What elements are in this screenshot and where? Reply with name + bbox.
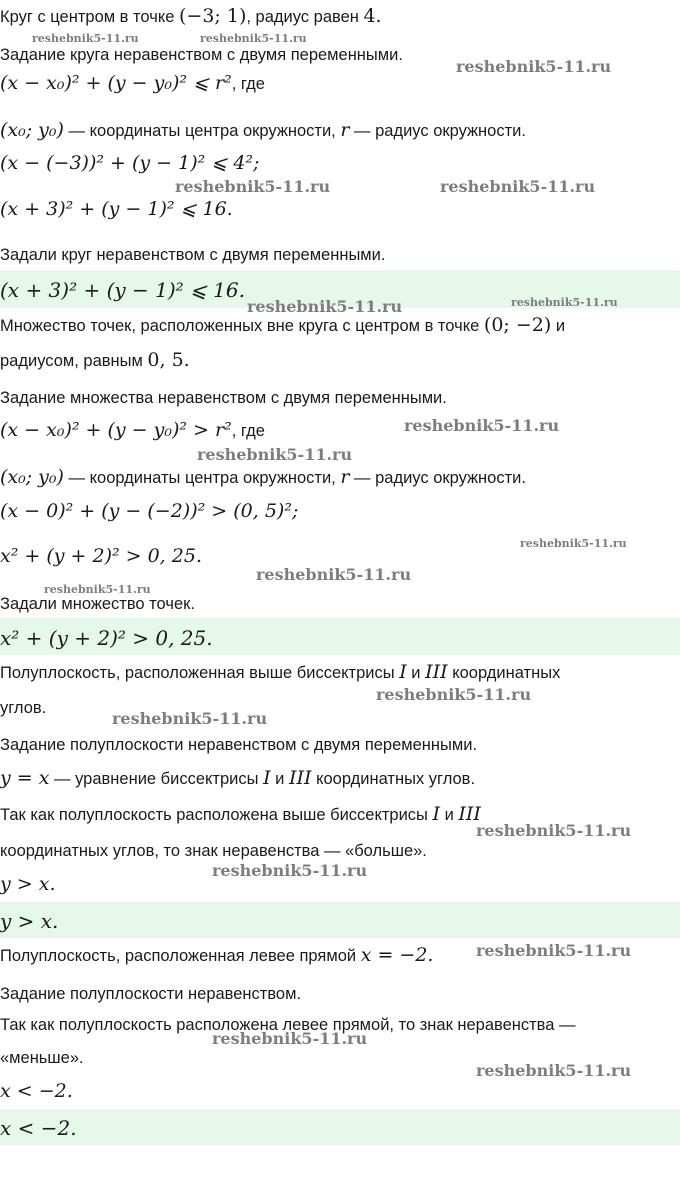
s4-reason-b: «меньше».	[0, 1049, 84, 1067]
watermark: reshebnik5-11.ru	[476, 1061, 632, 1080]
s1-method: Задание круга неравенством с двумя переменными.	[0, 46, 403, 64]
watermark: reshebnik5-11.ru	[32, 32, 139, 45]
watermark: reshebnik5-11.ru	[376, 685, 532, 704]
s1-radius-value: 4.	[363, 5, 382, 27]
s2-general-formula: (x − x₀)² + (y − y₀)² > r²	[0, 419, 232, 441]
s2-formula-line: (x − x₀)² + (y − y₀)² > r², где	[0, 419, 265, 441]
s4-intro: Полуплоскость, расположенная левее прямой x = −2.	[0, 944, 434, 966]
s1-formula-line: (x − x₀)² + (y − y₀)² ⩽ r², где	[0, 72, 265, 94]
watermark: reshebnik5-11.ru	[175, 177, 331, 196]
s2-answer-box	[0, 618, 680, 655]
s1-answer: (x + 3)² + (y − 1)² ⩽ 16.	[0, 278, 245, 302]
watermark: reshebnik5-11.ru	[476, 821, 632, 840]
watermark: reshebnik5-11.ru	[247, 297, 403, 316]
watermark: reshebnik5-11.ru	[44, 583, 151, 596]
watermark: reshebnik5-11.ru	[200, 32, 307, 45]
s1-coords-line: (x₀; y₀) — координаты центра окружности, r — радиус окружности.	[0, 119, 526, 141]
s2-step2: x² + (y + 2)² > 0, 25.	[0, 545, 202, 567]
s4-answer: x < −2.	[0, 1116, 77, 1140]
s2-radius-value: 0, 5.	[147, 349, 190, 371]
s1-intro: Круг с центром в точке (−3; 1), радиус равен 4.	[0, 5, 382, 27]
watermark: reshebnik5-11.ru	[520, 537, 627, 550]
watermark: reshebnik5-11.ru	[256, 565, 412, 584]
s2-step1: (x − 0)² + (y − (−2))² > (0, 5)²;	[0, 500, 299, 522]
watermark: reshebnik5-11.ru	[476, 941, 632, 960]
s3-method: Задание полуплоскости неравенством с двумя переменными.	[0, 736, 478, 754]
s1-step2: (x + 3)² + (y − 1)² ⩽ 16.	[0, 198, 233, 220]
s4-reason-a: Так как полуплоскость расположена левее прямой, то знак неравенства —	[0, 1016, 576, 1034]
s1-conclusion: Задали круг неравенством с двумя переменными.	[0, 246, 386, 264]
s4-answer-box	[0, 1109, 680, 1145]
s1-center-point: (−3; 1)	[179, 5, 247, 27]
s3-answer-box	[0, 902, 680, 938]
watermark: reshebnik5-11.ru	[440, 177, 596, 196]
s2-answer: x² + (y + 2)² > 0, 25.	[0, 626, 213, 650]
s1-step1: (x − (−3))² + (y − 1)² ⩽ 4²;	[0, 152, 260, 174]
s3-answer: y > x.	[0, 909, 59, 933]
s2-intro-a: Множество точек, расположенных вне круга с центром в точке (0; −2) и	[0, 314, 566, 336]
s3-intro-a: Полуплоскость, расположенная выше биссектрисы I и III координатных	[0, 661, 561, 683]
s2-coords-line: (x₀; y₀) — координаты центра окружности, r — радиус окружности.	[0, 466, 526, 488]
s3-intro-c: углов.	[0, 699, 47, 717]
watermark: reshebnik5-11.ru	[456, 57, 612, 76]
s2-conclusion: Задали множество точек.	[0, 595, 195, 613]
watermark: reshebnik5-11.ru	[112, 709, 268, 728]
s4-result: x < −2.	[0, 1080, 73, 1102]
s2-method: Задание множества неравенством с двумя переменными.	[0, 389, 447, 407]
s3-equation-line: y = x — уравнение биссектрисы I и III координатных углов.	[0, 767, 476, 789]
watermark: reshebnik5-11.ru	[197, 445, 353, 464]
s2-intro-b: радиусом, равным 0, 5.	[0, 349, 190, 371]
s1-general-formula: (x − x₀)² + (y − y₀)² ⩽ r²	[0, 72, 232, 94]
s3-reason-b: координатных углов, то знак неравенства — «больше».	[0, 842, 427, 860]
watermark: reshebnik5-11.ru	[212, 861, 368, 880]
watermark: reshebnik5-11.ru	[404, 416, 560, 435]
s3-result: y > x.	[0, 873, 56, 895]
s4-method: Задание полуплоскости неравенством.	[0, 985, 302, 1003]
watermark: reshebnik5-11.ru	[511, 296, 618, 309]
s2-center-point: (0; −2)	[483, 314, 552, 336]
s3-reason-a: Так как полуплоскость расположена выше биссектрисы I и III	[0, 803, 481, 825]
watermark: reshebnik5-11.ru	[212, 1029, 368, 1048]
